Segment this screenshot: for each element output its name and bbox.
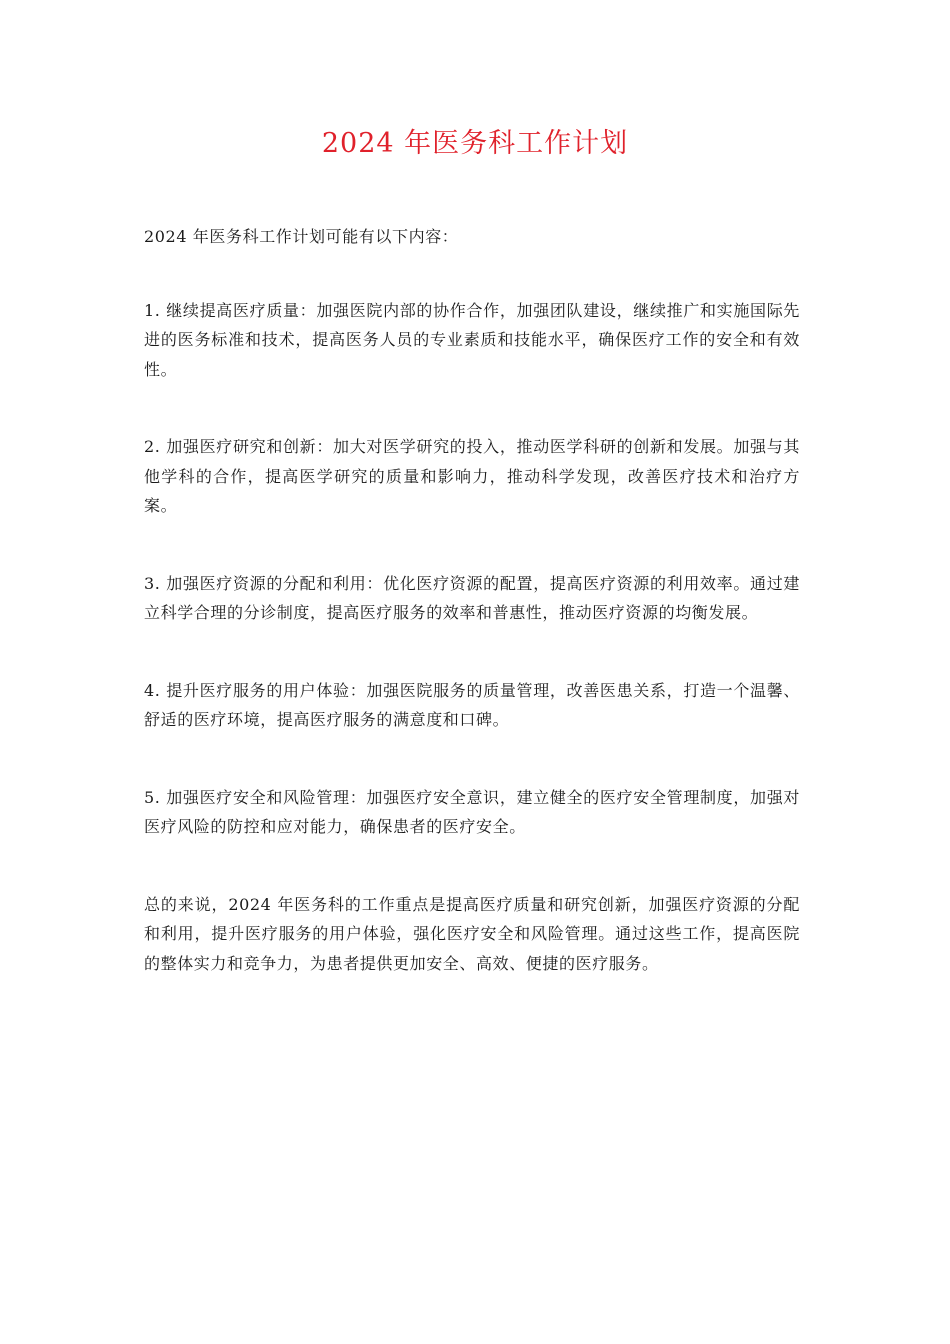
plan-item-3: 3. 加强医疗资源的分配和利用：优化医疗资源的配置，提高医疗资源的利用效率。通过建立科学合理的分诊制度，提高医疗服务的效率和普惠性，推动医疗资源的均衡发展。 xyxy=(144,573,800,622)
plan-item-5: 5. 加强医疗安全和风险管理：加强医疗安全意识，建立健全的医疗安全管理制度，加强对医疗风险的防控和应对能力，确保患者的医疗安全。 xyxy=(144,787,800,836)
intro-paragraph: 2024 年医务科工作计划可能有以下内容： xyxy=(144,227,459,246)
document-title: 2024 年医务科工作计划 xyxy=(321,128,629,159)
plan-item-4: 4. 提升医疗服务的用户体验：加强医院服务的质量管理，改善医患关系，打造一个温馨、舒适的医疗环境，提高医疗服务的满意度和口碑。 xyxy=(144,680,800,729)
conclusion-paragraph: 总的来说，2024 年医务科的工作重点是提高医疗质量和研究创新，加强医疗资源的分配和利用，提升医疗服务的用户体验，强化医疗安全和风险管理。通过这些工作，提高医院的整体实力和竞争力，为患者提供更加安全、高效、便捷的医疗服务。 xyxy=(144,894,800,973)
plan-item-2: 2. 加强医疗研究和创新：加大对医学研究的投入，推动医学科研的创新和发展。加强与其他学科的合作，提高医学研究的质量和影响力，推动科学发现，改善医疗技术和治疗方案。 xyxy=(144,437,800,515)
plan-item-1: 1. 继续提高医疗质量：加强医院内部的协作合作，加强团队建设，继续推广和实施国际先进的医务标准和技术，提高医务人员的专业素质和技能水平，确保医疗工作的安全和有效性。 xyxy=(144,300,800,379)
document-body xyxy=(144,222,800,978)
